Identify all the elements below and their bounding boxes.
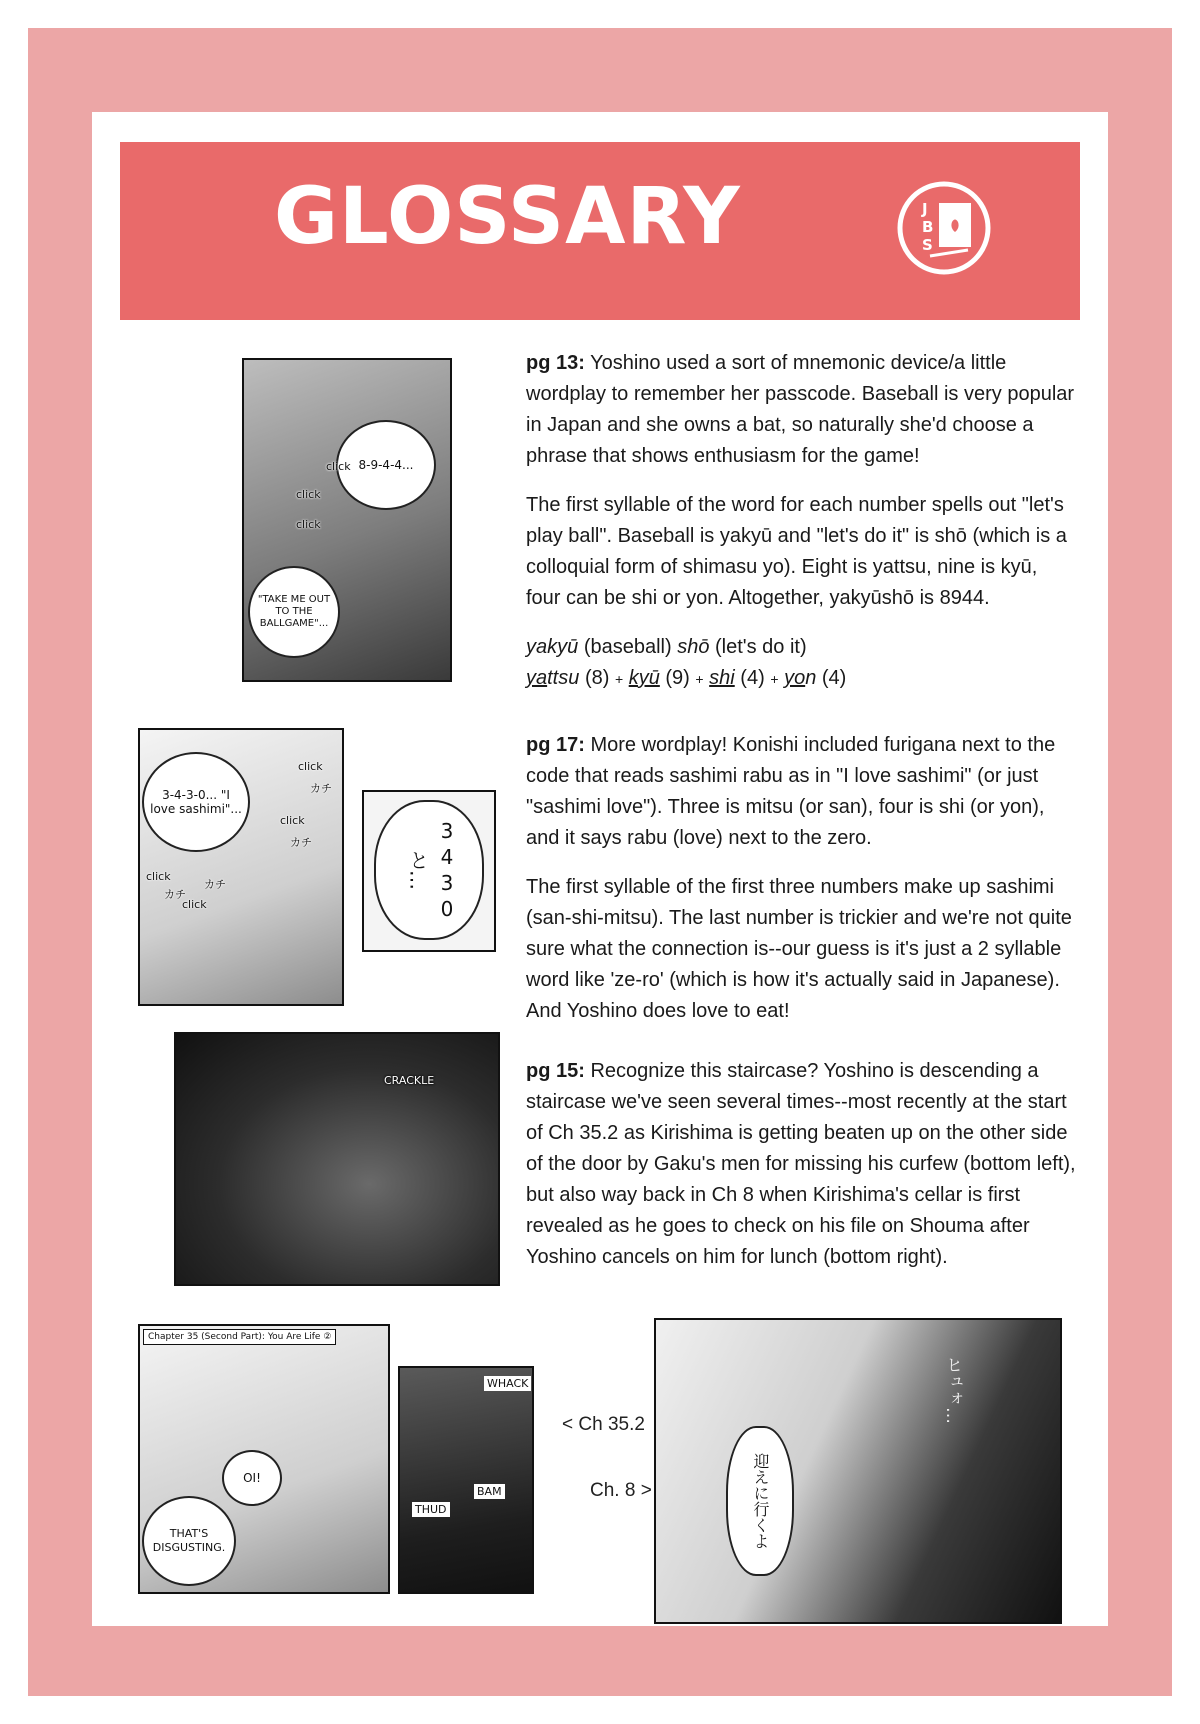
entry-pg13 bbox=[526, 348, 1076, 695]
sfx-text: click bbox=[182, 898, 207, 911]
sfx-text: カチ bbox=[204, 878, 226, 891]
formula-num: (4) bbox=[821, 667, 847, 689]
formula-num: (4) bbox=[740, 667, 765, 689]
formula-term: kyū bbox=[628, 667, 660, 689]
sfx-text: click bbox=[326, 460, 351, 473]
formula-gloss: (let's do it) bbox=[715, 636, 807, 658]
code-bubble bbox=[374, 800, 484, 940]
logo-letter: J bbox=[922, 200, 928, 218]
panel-ch8-cellar bbox=[654, 1318, 1062, 1624]
speech-bubble: 8-9-4-4... bbox=[336, 420, 436, 510]
logo-letter: S bbox=[922, 236, 933, 254]
sfx-text: WHACK bbox=[484, 1376, 531, 1391]
panel-ch35-men bbox=[138, 1324, 390, 1594]
plus-sign: + bbox=[614, 671, 624, 687]
formula-num: (8) bbox=[584, 667, 610, 689]
sfx-text: click bbox=[298, 760, 323, 773]
speech-bubble: THAT'S DISGUSTING. bbox=[142, 1496, 236, 1586]
sfx-text: click bbox=[296, 518, 321, 531]
formula-term: shō bbox=[677, 636, 710, 658]
sfx-text: click bbox=[280, 814, 305, 827]
entry-lead: pg 15: bbox=[526, 1060, 585, 1082]
logo-letter: B bbox=[922, 218, 934, 236]
page-title: GLOSSARY bbox=[274, 172, 741, 262]
entry-lead: pg 17: bbox=[526, 734, 585, 756]
panel-ch35-door bbox=[398, 1366, 534, 1594]
panel-pg17-keypad bbox=[138, 728, 344, 1006]
speech-bubble: "TAKE ME OUT TO THE BALLGAME"... bbox=[248, 566, 340, 658]
sfx-text: click bbox=[296, 488, 321, 501]
entry-paragraph: Recognize this staircase? Yoshino is descending a staircase we've seen several times--most recently at the start of Ch 35.2 as Kirishima is getting beaten up on the other side of the door by Gaku's men for missing his curfew (bottom left), but also way back in Ch 8 when Kirishima's cellar is first revealed as he goes to check on his file on Shouma after Yoshino cancels on him for lunch (bottom right). bbox=[526, 1060, 1076, 1268]
chapter-caption: Chapter 35 (Second Part): You Are Life ② bbox=[143, 1329, 336, 1345]
formula-term: shi bbox=[709, 667, 735, 689]
formula-term: yattsu bbox=[526, 667, 580, 689]
formula-term: yakyū bbox=[526, 636, 579, 658]
sfx-text: カチ bbox=[290, 836, 312, 849]
entry-lead: pg 13: bbox=[526, 352, 585, 374]
kana-text: と… bbox=[405, 850, 430, 890]
jbs-logo-icon bbox=[896, 180, 992, 276]
ch8-label: Ch. 8 > bbox=[590, 1480, 652, 1501]
plus-sign: + bbox=[770, 671, 779, 687]
speech-bubble: 3-4-3-0... "I love sashimi"... bbox=[142, 752, 250, 852]
jp-bubble-text: 迎えに行くよ bbox=[751, 1453, 770, 1549]
ch35-label: < Ch 35.2 bbox=[562, 1414, 645, 1435]
sfx-text: カチ bbox=[164, 888, 186, 901]
code-digit: 3 bbox=[440, 871, 454, 895]
sfx-text: BAM bbox=[474, 1484, 505, 1499]
sfx-text: カチ bbox=[310, 782, 332, 795]
code-digit: 3 bbox=[440, 819, 454, 843]
plus-sign: + bbox=[695, 671, 704, 687]
entry-pg15 bbox=[526, 1056, 1076, 1291]
formula-num: (9) bbox=[665, 667, 690, 689]
speech-bubble bbox=[726, 1426, 794, 1576]
entry-paragraph: More wordplay! Konishi included furigana next to the code that reads sashimi rabu as in "I love sashimi" (or just "sashimi love"). Three is mitsu (or san), four is shi (or yon), and it says rabu (love) next to the zero. bbox=[526, 734, 1056, 849]
formula-term: yon bbox=[784, 667, 817, 689]
sfx-text: THUD bbox=[412, 1502, 450, 1517]
entry-paragraph: The first syllable of the first three numbers make up sashimi (san-shi-mitsu). The last number is trickier and we're not quite sure what the connection is--our guess is it's just a 2 syllable word like 'ze-ro' (which is how it's actually said in Japanese). And Yoshino does love to eat! bbox=[526, 876, 1072, 1022]
panel-pg15-staircase bbox=[174, 1032, 500, 1286]
glossary-banner bbox=[120, 142, 1080, 320]
entry-pg17 bbox=[526, 730, 1076, 1045]
entry-paragraph: The first syllable of the word for each number spells out "let's play ball". Baseball is yakyū and "let's do it" is shō (which is a colloquial form of shimasu yo). Eight is yattsu, nine is kyū, four can be shi or yon. Altogether, yakyūshō is 8944. bbox=[526, 494, 1067, 609]
sfx-text: CRACKLE bbox=[384, 1074, 435, 1087]
panel-pg13 bbox=[242, 358, 452, 682]
entry-paragraph: Yoshino used a sort of mnemonic device/a little wordplay to remember her passcode. Baseball is very popular in Japan and she owns a bat, so naturally she'd choose a phrase that shows enthusiasm for the game! bbox=[526, 352, 1075, 467]
panel-pg17-code bbox=[362, 790, 496, 952]
jp-sfx: ヒュォ… bbox=[942, 1356, 962, 1424]
code-digit: 4 bbox=[440, 845, 454, 869]
speech-bubble: OI! bbox=[222, 1450, 282, 1506]
code-digit: 0 bbox=[440, 897, 454, 921]
sfx-text: click bbox=[146, 870, 171, 883]
formula-gloss: (baseball) bbox=[583, 636, 672, 658]
